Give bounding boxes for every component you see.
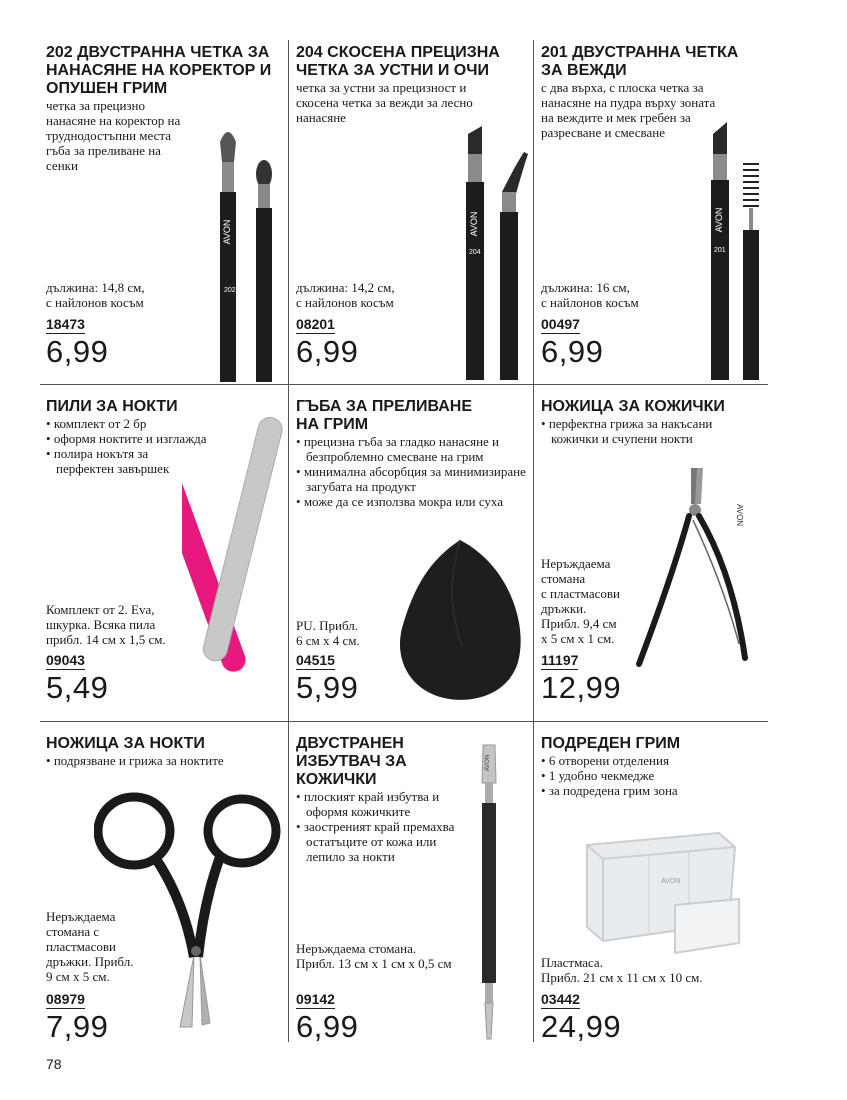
avon-logo-text: AVON [485, 754, 491, 772]
product-title: ГЪБА ЗА ПРЕЛИВАНЕ НА ГРИМ [296, 398, 473, 433]
avon-logo-text: AVON [469, 211, 479, 237]
product-code: 09043 [46, 652, 85, 668]
product-price: 12,99 [541, 670, 622, 705]
avon-logo-text: AVON [661, 878, 681, 885]
cuticle-pusher-image [474, 743, 504, 1043]
double-brush-image [206, 122, 286, 382]
product-price: 24,99 [541, 1009, 622, 1044]
product-title: ПОДРЕДЕН ГРИМ [541, 735, 681, 752]
bullet-item: • заостреният край премахва остатъците от кожа или лепило за нокти [296, 819, 464, 864]
brush-number: 204 [469, 249, 481, 256]
product-bullets [296, 789, 464, 864]
avon-logo-text: AVON [714, 207, 724, 233]
makeup-sponge-image [390, 536, 530, 706]
product-spec: PU. Прибл. 6 см х 4 см. [296, 618, 360, 648]
bullet-item: • полира нокътя за перфектен завършек [46, 446, 176, 476]
product-spec: Неръждаема стомана с пластмасови дръжки. Прибл. 9 см х 5 см. [46, 909, 134, 984]
page-number: 78 [46, 1056, 62, 1072]
product-code: 04515 [296, 652, 335, 668]
bullet-item: • минимална абсорбция за минимизиране загубата на продукт [296, 464, 532, 494]
product-code: 08979 [46, 991, 85, 1007]
product-spec: дължина: 14,2 см, с найлонов косъм [296, 280, 395, 310]
product-code: 09142 [296, 991, 335, 1007]
column-divider [533, 722, 534, 1042]
product-description: четка за устни за прецизност и скосена четка за вежди за лесно нанасяне [296, 80, 473, 125]
brush-number: 201 [714, 247, 726, 254]
product-price: 5,49 [46, 670, 109, 705]
makeup-organizer-image [579, 823, 741, 963]
product-card [541, 44, 771, 380]
product-price: 6,99 [541, 334, 604, 369]
column-divider [288, 722, 289, 1042]
angled-brush-image [456, 124, 536, 380]
column-divider [533, 385, 534, 721]
brow-brush-image [703, 120, 773, 380]
product-spec: Пластмаса. Прибл. 21 см х 11 см х 10 см. [541, 955, 703, 985]
product-bullets [541, 416, 751, 446]
product-card [46, 735, 286, 1045]
product-code: 08201 [296, 316, 335, 332]
product-price: 5,99 [296, 670, 359, 705]
product-price: 6,99 [46, 334, 109, 369]
bullet-item: • подрязване и грижа за ноктите [46, 753, 266, 768]
bullet-item: • комплект от 2 бр [46, 416, 241, 431]
product-bullets [296, 434, 532, 509]
product-title: 202 ДВУСТРАННА ЧЕТКА ЗА НАНАСЯНЕ НА КОРЕКТОР И ОПУШЕН ГРИМ [46, 44, 272, 97]
product-price: 6,99 [296, 1009, 359, 1044]
product-title: ДВУСТРАНЕН ИЗБУТВАЧ ЗА КОЖИЧКИ [296, 735, 407, 788]
product-code: 11197 [541, 652, 579, 668]
product-description: четка за прецизно нанасяне на коректор на труднодостъпни места гъба за преливане на сенки [46, 98, 181, 173]
product-code: 00497 [541, 316, 580, 332]
product-code: 18473 [46, 316, 85, 332]
product-card [296, 44, 530, 380]
product-card [541, 735, 771, 1045]
product-card [296, 398, 532, 718]
product-bullets [541, 753, 751, 798]
product-card [46, 398, 286, 718]
avon-logo-text: AVON [735, 504, 744, 527]
product-card [541, 398, 771, 718]
product-bullets [46, 753, 266, 768]
bullet-item: • 1 удобно чекмедже [541, 768, 751, 783]
bullet-item: • за подредена грим зона [541, 783, 751, 798]
product-title: 204 СКОСЕНА ПРЕЦИЗНА ЧЕТКА ЗА УСТНИ И ОЧИ [296, 44, 500, 79]
row-divider-2 [40, 721, 768, 722]
bullet-item: • оформя ноктите и изглажда [46, 431, 241, 446]
product-spec: Неръждаема стомана с пластмасови дръжки. Прибл. 9,4 см х 5 см х 1 см. [541, 556, 620, 646]
product-title: 201 ДВУСТРАННА ЧЕТКА ЗА ВЕЖДИ [541, 44, 739, 79]
product-spec: Неръждаема стомана. Прибл. 13 см х 1 см х 0,5 см [296, 941, 452, 971]
product-title: ПИЛИ ЗА НОКТИ [46, 398, 178, 415]
product-spec: дължина: 14,8 см, с найлонов косъм [46, 280, 145, 310]
row-divider-1 [40, 384, 768, 385]
nail-files-image [182, 412, 292, 672]
product-card [296, 735, 532, 1045]
bullet-item: • 6 отворени отделения [541, 753, 751, 768]
product-spec: дължина: 16 см, с найлонов косъм [541, 280, 639, 310]
product-title: НОЖИЦА ЗА КОЖИЧКИ [541, 398, 725, 415]
product-code: 03442 [541, 991, 580, 1007]
product-description: с два върха, с плоска четка за нанасяне на пудра върху зоната на веждите и мек гребен за разресване и смесване [541, 80, 716, 140]
product-title: НОЖИЦА ЗА НОКТИ [46, 735, 205, 752]
column-divider [288, 40, 289, 384]
brush-number: 202 [224, 287, 236, 294]
bullet-item: • перфектна грижа за накъсани кожички и счупени нокти [541, 416, 751, 446]
product-price: 6,99 [296, 334, 359, 369]
product-card [46, 44, 286, 380]
cuticle-nipper-image [633, 464, 773, 674]
bullet-item: • прецизна гъба за гладко нанасяне и безпроблемно смесване на грим [296, 434, 532, 464]
avon-logo-text: AVON [222, 219, 232, 245]
product-spec: Комплект от 2. Eva, шкурка. Всяка пила прибл. 14 см х 1,5 см. [46, 602, 166, 647]
bullet-item: • може да се използва мокра или суха [296, 494, 532, 509]
product-price: 7,99 [46, 1009, 109, 1044]
bullet-item: • плоският край избутва и оформя кожичките [296, 789, 464, 819]
